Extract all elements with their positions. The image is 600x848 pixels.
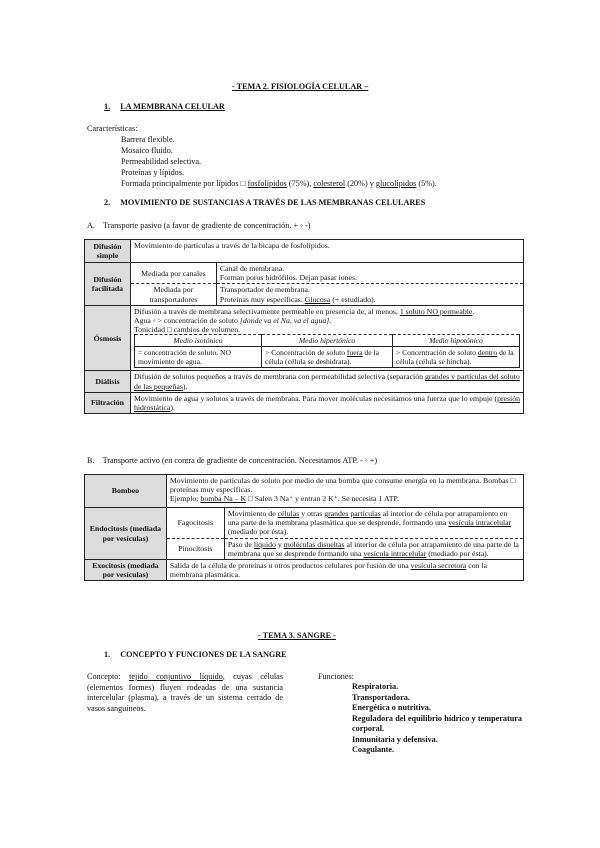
activo-heading: B. Transporte activo (en contra de gradiente de concentración. Necesitamos ATP. - ◦ +) [87, 456, 378, 465]
row-head-osmosis: Ósmosis [85, 305, 131, 371]
row-head-bombeo: Bombeo [85, 475, 167, 508]
pinocitosis-label: Pinocitosis [166, 538, 224, 559]
medio-hipertonico-text: > Concentración de soluto fuera de la célula (célula se deshidrata). [262, 347, 393, 368]
filtracion-text: Movimiento de agua y solutos a través de membrana. Para mover moléculas necesitamos una fuerza que lo empuje (presión hidrostática). [130, 392, 523, 413]
row-head-filtracion: Filtración [85, 392, 131, 413]
pasivo-heading: A. Transporte pasivo (a favor de gradiente de concentración. + ◦ -) [87, 221, 311, 230]
section1-number: 1. [104, 102, 111, 111]
caracteristica-item: Proteínas y lípidos. [121, 168, 184, 177]
table-row [85, 240, 524, 263]
table-row [85, 475, 524, 508]
funcion-item: Reguladora del equilibrio hídrico y temperatura corporal. [352, 713, 522, 733]
mediada-transportadores-text: Transportador de membrana. Proteínas muy específicas. Glucosa (+ estudiado). [216, 284, 523, 305]
table-row [85, 508, 524, 539]
medios-table [134, 334, 520, 368]
table-row [85, 263, 524, 284]
table-row [85, 284, 524, 305]
section2-heading [104, 198, 425, 208]
dialisis-text: Difusión de solutos pequeños a través de membrana con permeabilidad selectiva (separación grandes y partículas del soluto de las pequeñas). [130, 371, 523, 392]
table-row [85, 560, 524, 581]
row-head-endocitosis: Endocitosis (mediada por vesículas) [85, 508, 167, 560]
mediada-canales-label: Mediada por canales [130, 263, 216, 284]
tabla-transporte-pasivo [84, 239, 524, 414]
table-row [85, 305, 524, 371]
section1-heading [104, 102, 225, 112]
tema3-section1-heading: 1. CONCEPTO Y FUNCIONES DE LA SANGRE [104, 650, 287, 659]
exocitosis-text: Salida de la célula de proteínas u otros productos celulares por fusión de una vesícula secretora con la membrana plasmática. [166, 560, 523, 581]
concepto-paragraph: Concepto: tejido conjuntivo líquido, cuyas células (elementos formes) fluyen rodeadas de una sustancia intercelular (plasma), a través de un sistema cerrado de vasos sanguíneos. [87, 672, 284, 713]
tema3-title: - TEMA 3. SANGRE - [258, 631, 336, 640]
caracteristica-item: Mosaico fluido. [121, 146, 173, 155]
difusion-simple-text: Movimiento de partículas a través de la bicapa de fosfolípidos. [130, 240, 523, 263]
osmosis-content: Difusión a través de membrana selectivamente permeable en presencia de, al menos, 1 soluto NO permeable. Agua ◦ > concentración de soluto [donde va el Na, va el agua]. Tonicidad □ cambios de volumen. Medio isotónico Medio hipertónico Medio hipotónico = concentración de soluto. NO movimiento de agua. > Concentración de soluto fuera de la célula (célula se deshidrata). > Concentración de soluto dentro de la célula (célula se hincha). [130, 305, 523, 371]
row-head-exocitosis: Exocitosis (mediada por vesículas) [85, 560, 167, 581]
funcion-item: Energética o nutritiva. [352, 703, 431, 712]
mediada-canales-text: Canal de membrana. Forman poros hidrófilos. Dejan pasar iones. [216, 263, 523, 284]
funcion-item: Inmunitaria y defensiva. [352, 734, 438, 744]
medio-isotonico-text: = concentración de soluto. NO movimiento de agua. [134, 347, 261, 368]
funciones-list [352, 682, 522, 756]
table-row [85, 392, 524, 413]
funcion-item: Transportadora. [352, 692, 410, 702]
row-head-dialisis: Diálisis [85, 371, 131, 392]
medio-hipotonico-text: > Concentración de soluto dentro de la célula (célula se hincha). [392, 347, 519, 368]
section2-title: MOVIMIENTO DE SUSTANCIAS A TRAVÉS DE LAS MEMBRANAS CELULARES [120, 198, 426, 207]
table-row [85, 371, 524, 392]
tabla-transporte-activo [84, 474, 524, 581]
medio-hipertonico-head: Medio hipertónico [262, 335, 393, 347]
medio-hipotonico-head: Medio hipotónico [392, 335, 519, 347]
section1-title: LA MEMBRANA CELULAR [120, 102, 225, 111]
caracteristicas-list [121, 134, 437, 189]
funcion-item: Coagulante. [352, 745, 395, 754]
formada-line: Formada principalmente por lípidos □ fosfolípidos (75%), colesterol (20%) y glucolípidos (5%). [121, 179, 437, 188]
funcion-item: Respiratoria. [352, 682, 399, 691]
fagocitosis-text: Movimiento de células y otras grandes partículas al interior de célula por atrapamiento en una parte de la membrana plasmática que se desprende, formando una vesícula intracelular (mediado por ésta). [224, 508, 523, 539]
tema2-title: - TEMA 2. FISIOLOGÍA CELULAR – [232, 82, 369, 91]
medio-isotonico-head: Medio isotónico [134, 335, 261, 347]
bombeo-text: Movimiento de partículas de soluto por medio de una bomba que consume energía en la membrana. Bombas □ proteínas muy específicas. Ejemplo: bomba Na – K □ Salen 3 Na⁺ y entran 2 K⁺. Se necesita 1 ATP. [166, 475, 523, 508]
section2-number: 2. [104, 198, 111, 207]
fagocitosis-label: Fagocitosis [166, 508, 224, 539]
row-head-difusion-simple: Difusión simple [85, 240, 131, 263]
funciones-label: Funciones: [318, 672, 354, 681]
caracteristica-item: Permeabilidad selectiva. [121, 157, 202, 166]
row-head-difusion-facilitada: Difusión facilitada [85, 263, 131, 306]
caracteristica-item: Barrera flexible. [121, 135, 175, 144]
mediada-transportadores-label: Mediada por transportadores [130, 284, 216, 305]
caracteristicas-label: Características: [87, 124, 138, 133]
pinocitosis-text: Paso de líquido y moléculas disueltas al interior de célula por atrapamiento de una parte de la membrana que se desprende formando una vesícula intracelular (mediado por ésta). [224, 538, 523, 559]
